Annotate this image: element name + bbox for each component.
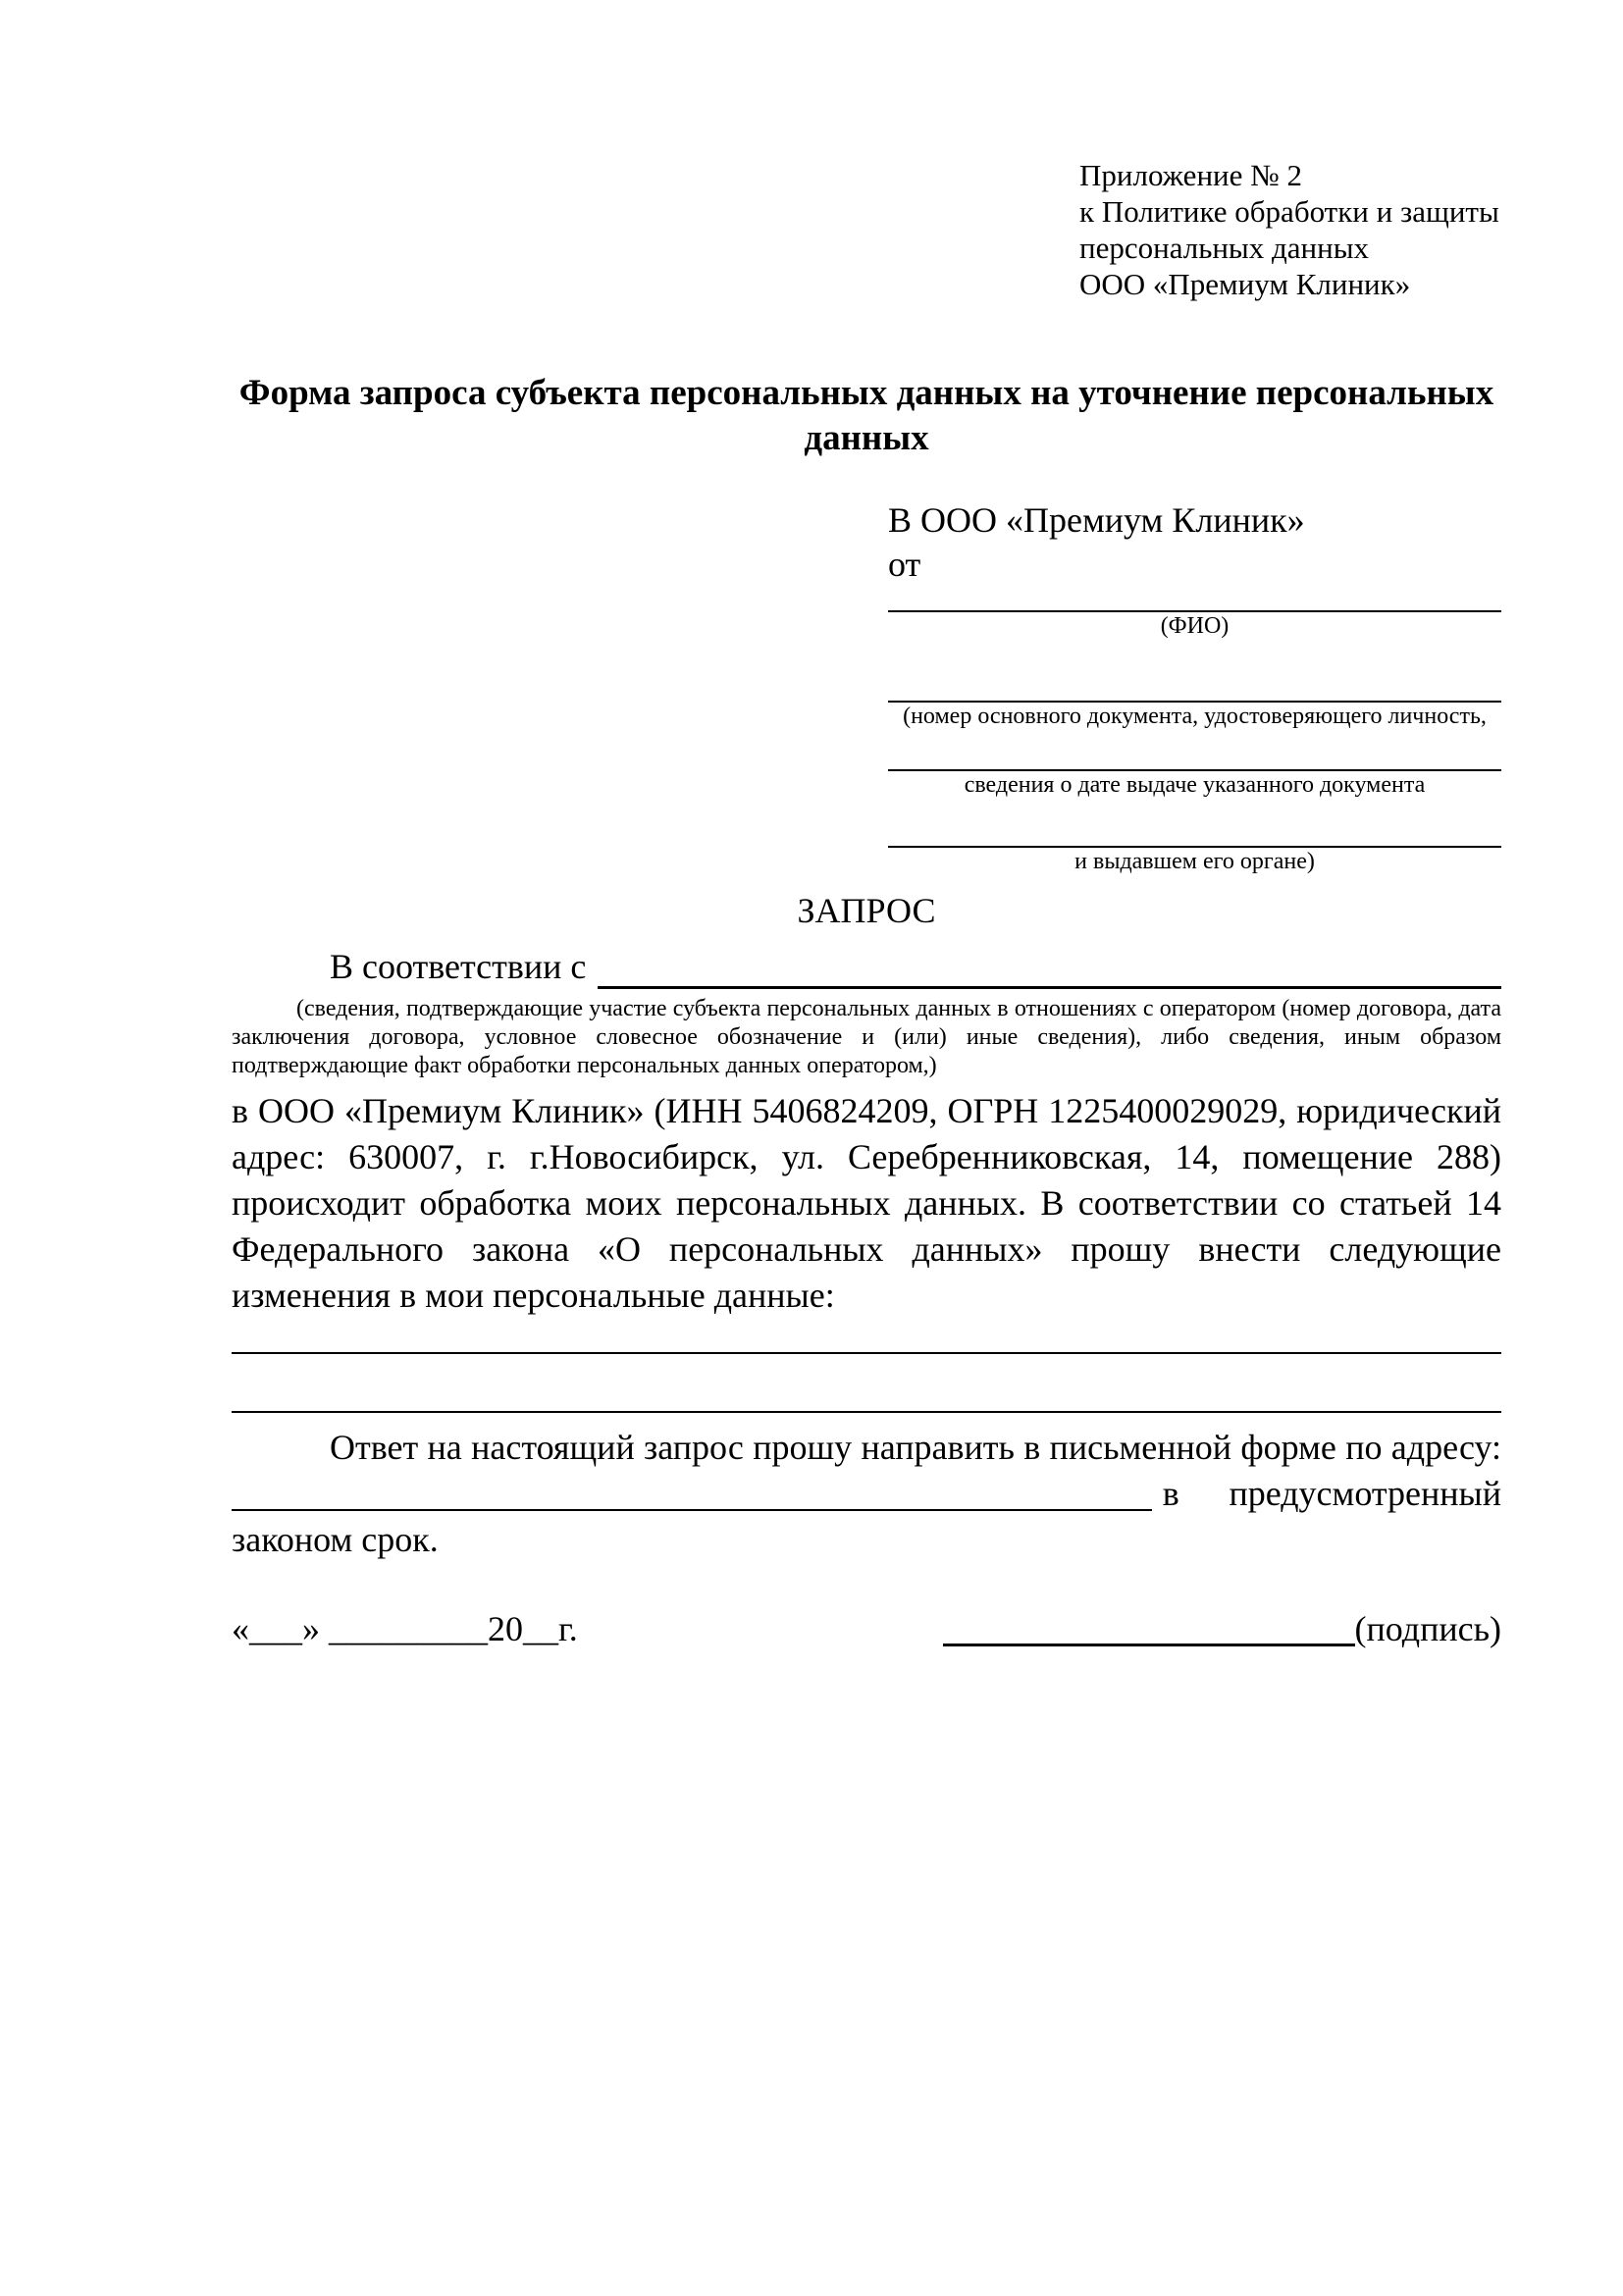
annex-line-2: к Политике обработки и защиты	[1079, 194, 1499, 229]
addressee-to: В ООО «Премиум Клиник»	[888, 500, 1305, 540]
date-blank: «___» _________20__г.	[232, 1609, 578, 1648]
annex-line-1: Приложение № 2	[1079, 158, 1302, 192]
answer-paragraph-line-1: Ответ на настоящий запрос прошу направить в письменной форме по адресу:	[330, 1428, 1501, 1467]
changes-blank-line-1	[232, 1352, 1501, 1354]
request-heading: ЗАПРОС	[797, 891, 936, 930]
answer-paragraph-line-3: законом срок.	[232, 1520, 439, 1559]
answer-word-predusmotrennyj: предусмотренный	[1229, 1474, 1501, 1513]
footer-row	[232, 1606, 1501, 1651]
document-title: Форма запроса субъекта персональных данных на уточнение персональных данных	[238, 373, 1494, 458]
fio-label: (ФИО)	[1160, 613, 1230, 639]
answer-address-row	[232, 1471, 1501, 1517]
accordance-lead-text: В соответствии с	[330, 947, 587, 986]
addressee-block	[888, 498, 1501, 875]
accordance-row	[232, 945, 1501, 989]
fio-blank-line	[888, 587, 1501, 612]
annex-block	[1079, 157, 1501, 302]
annex-line-3: персональных данных	[1079, 231, 1370, 265]
issuing-authority-label: и выдавшем его органе)	[1074, 849, 1315, 874]
signature-group	[943, 1606, 1501, 1651]
issuing-authority-blank-line	[888, 822, 1501, 848]
issue-date-blank-line	[888, 746, 1501, 771]
accordance-blank-line	[598, 951, 1501, 989]
body-paragraph: в ООО «Премиум Клиник» (ИНН 5406824209, ОГРН 1225400029029, юридический адрес: 630007, г. г.Новосибирск, ул. Серебренниковская, 14, помещение 288) происходит обработка моих персональных данных. В соответствии со статьей 14 Федерального закона «О персональных данных» прошу внести следующие изменения в мои персональные данные:	[232, 1091, 1501, 1315]
annex-line-4: ООО «Премиум Клиник»	[1079, 267, 1411, 301]
signature-label: (подпись)	[1354, 1609, 1501, 1648]
answer-word-v: в	[1162, 1474, 1179, 1513]
document-number-blank-line	[888, 677, 1501, 703]
issue-date-label: сведения о дате выдаче указанного документа	[964, 772, 1426, 798]
signature-blank-line	[943, 1610, 1355, 1646]
address-blank-line	[232, 1476, 1152, 1511]
document-number-label: (номер основного документа, удостоверяющего личность,	[903, 704, 1487, 729]
fine-print-note: (сведения, подтверждающие участие субъекта персональных данных в отношениях с оператором (номер договора, дата заключения договора, условное словесное обозначение и (или) иные сведения), либо сведения, иным образом подтверждающие факт обработки персональных данных оператором,)	[232, 996, 1501, 1078]
changes-blank-line-2	[232, 1411, 1501, 1413]
addressee-from: от	[888, 545, 921, 584]
